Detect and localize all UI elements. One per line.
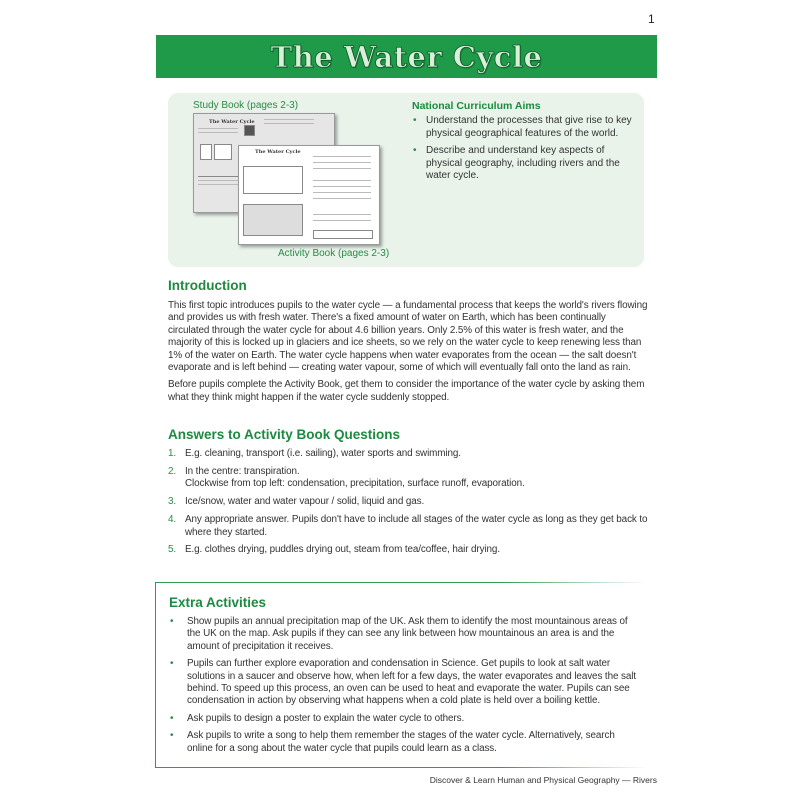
introduction-section — [168, 278, 648, 409]
activity-book-thumbnail: The Water Cycle — [238, 145, 380, 245]
bullet-icon: • — [170, 712, 174, 724]
extra-item: • Pupils can further explore evaporation and condensation in Science. Get pupils to look at salt water solutions in a saucer and observe how, when left for a few days, the water evaporates and leaves the salt behind. To speed up this process, an oven can be used to heat and evaporate the water. Pupils can see condensation in action by observing what happens when a cold plate is held over a boiling kettle. — [170, 658, 636, 707]
page-title: The Water Cycle — [270, 39, 543, 74]
answer-item: 5. E.g. clothes drying, puddles drying out, steam from tea/coffee, hair drying. — [168, 544, 500, 556]
bullet-icon: • — [170, 730, 174, 742]
introduction-heading: Introduction — [168, 278, 247, 293]
bullet-icon: • — [413, 145, 417, 156]
aim-item: • Describe and understand key aspects of physical geography, including rivers and the water cycle. — [413, 145, 620, 181]
extra-heading: Extra Activities — [169, 595, 267, 610]
activity-book-label: Activity Book (pages 2-3) — [278, 248, 390, 259]
study-book-label: Study Book (pages 2-3) — [193, 100, 299, 111]
title-banner — [156, 35, 657, 78]
bullet-icon: • — [170, 658, 174, 670]
curriculum-aims — [412, 100, 632, 188]
aims-heading: National Curriculum Aims — [412, 100, 541, 112]
answer-item: 4. Any appropriate answer. Pupils don't have to include all stages of the water cycle as long as they get back to where they started. — [168, 514, 648, 538]
answer-item: 2. In the centre: transpiration. Clockwise from top left: condensation, precipitation, surface runoff, evaporation. — [168, 465, 525, 490]
answers-heading: Answers to Activity Book Questions — [168, 427, 401, 442]
extra-activities-box — [155, 582, 646, 768]
page-number: 1 — [648, 12, 655, 26]
aim-item: • Understand the processes that give rise to key physical geographical features of the world. — [413, 115, 632, 139]
study-book-thumbnail: The Water Cycle — [193, 113, 335, 213]
extra-item: • Ask pupils to write a song to help them remember the stages of the water cycle. Alternatively, search online for a song about the water cycle that pupils could learn as a class. — [170, 730, 615, 754]
answer-item: 1. E.g. cleaning, transport (i.e. sailing), water sports and swimming. — [168, 448, 461, 459]
intro-paragraph: This first topic introduces pupils to the water cycle — a fundamental process that keeps the world's rivers flowing and provides us with fresh water. There's a fixed amount of water on Earth, which has been continually circulated through the water cycle for about 4.6 billion years. Only 2.5% of this water is fresh water, and the majority of this is locked up in glaciers and ice sheets, so we rely on the water cycle to keep renewing less than 1% of the water on Earth. The water cycle happens when water evaporates from the ocean — the salt doesn't evaporate and is left behind — creating water vapour, some of which will eventually fall onto the land as rain. — [168, 300, 648, 374]
bullet-icon: • — [170, 616, 174, 627]
extra-item: • Ask pupils to design a poster to explain the water cycle to others. — [170, 712, 465, 724]
page-footer: Discover & Learn Human and Physical Geography — Rivers — [429, 775, 657, 785]
answers-section — [168, 427, 648, 562]
extra-item: • Show pupils an annual precipitation map of the UK. Ask them to identify the most mountainous areas of the UK on the map. Ask pupils if they can see any link between how mountainous an area is and the amount of precipitation it receives. — [170, 616, 628, 652]
answer-item: 3. Ice/snow, water and water vapour / solid, liquid and gas. — [168, 496, 425, 508]
intro-paragraph: Before pupils complete the Activity Book, get them to consider the importance of the water cycle by asking them what they think might happen if the water cycle suddenly stopped. — [168, 379, 645, 403]
bullet-icon: • — [413, 115, 417, 126]
